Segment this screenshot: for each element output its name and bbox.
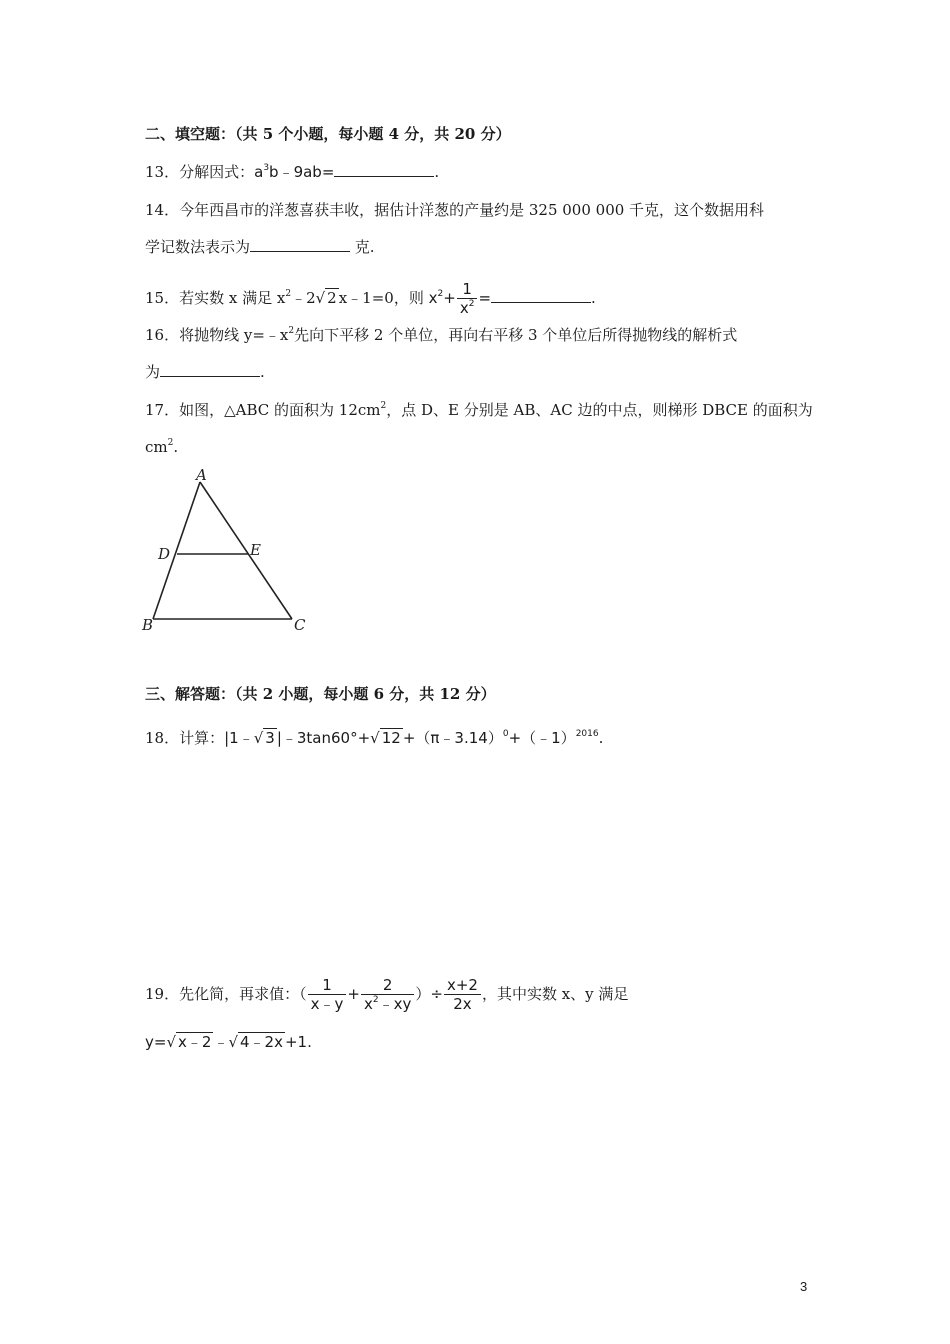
question-16-line1: 16．将抛物线 $y=﹣x^2$先向下平移 2 个单位，再向右平移 3 个单位后所得抛物线的解析式 — [145, 326, 738, 344]
question-number: 18． — [145, 729, 180, 747]
label-c: C — [294, 616, 306, 634]
section-heading-fill-in: 二、填空题：（共 5 个小题，每小题 4 分，共 20 分） — [145, 125, 511, 143]
answer-blank — [250, 237, 350, 252]
label-d: D — [158, 545, 171, 563]
answer-blank — [491, 288, 591, 303]
question-17-line1: 17．如图，△ABC 的面积为 $12cm^2$，点 D、E 分别是 AB、AC 边的中点，则梯形 DBCE 的面积为 — [145, 401, 813, 419]
expression: $x^2+$ $\frac{1}{x^2}$ = — [428, 280, 492, 317]
question-number: 17． — [145, 401, 180, 419]
answer-blank — [334, 162, 434, 177]
page-number: 3 — [800, 1279, 808, 1294]
expression: |1﹣√ 3 |﹣3tan60°+√ 12 +（π﹣3.14）$^0$+（﹣1）$^{2016}$ — [224, 729, 599, 747]
question-14-line2: 学记数法表示为 克. — [145, 238, 375, 256]
sqrt-2: √ 2 — [315, 289, 337, 307]
question-16-line2: 为 . — [145, 363, 265, 381]
label-b: B — [142, 616, 154, 634]
question-15: 15．若实数 x 满足 $x^2﹣2√$ 2 x﹣1=0，则 $x^2+$ $\frac{1}{x^2}$ = . — [145, 280, 596, 317]
expression: （ $\frac{1}{x﹣y}$ + $\frac{2}{x^2﹣xy}$ ）÷ $\frac{x+2}{2x}$ — [299, 985, 482, 1003]
question-number: 14． — [145, 201, 180, 219]
question-13: 13．分解因式：$a^3b﹣9ab=$ . — [145, 163, 440, 181]
question-17-line2: $cm^2$. — [145, 438, 179, 456]
expression: $a^3b﹣9ab=$ — [254, 163, 335, 181]
expression: y=√ x﹣2 ﹣√ 4﹣2x +1. — [145, 1033, 312, 1051]
label-a: A — [196, 468, 207, 484]
question-18: 18．计算：|1﹣√ 3 |﹣3tan60°+√ 12 +（π﹣3.14）$^0$+（﹣1）$^{2016}$. — [145, 729, 604, 747]
answer-blank — [160, 362, 260, 377]
question-19-line2 — [145, 1032, 312, 1052]
question-14-line1 — [145, 200, 764, 220]
side-ac — [200, 482, 292, 619]
question-19-line1: 19．先化简，再求值：（ $\frac{1}{x﹣y}$ + $\frac{2}{x^2﹣xy}$ ）÷ $\frac{x+2}{2x}$ ，其中实数 x、y 满足 — [145, 976, 629, 1013]
question-text: 分解因式： — [179, 163, 255, 181]
fraction: $\frac{1}{x^2}$ — [457, 280, 478, 317]
section-heading-solve: 三、解答题：（共 2 小题，每小题 6 分，共 12 分） — [145, 685, 496, 703]
question-number: 13． — [145, 163, 180, 181]
question-number: 16． — [145, 326, 180, 344]
label-e: E — [250, 541, 261, 559]
question-text: 今年西昌市的洋葱喜获丰收，据估计洋葱的产量约是 325 000 000 千克，这个数据用科 — [179, 201, 765, 219]
question-number: 19． — [145, 985, 180, 1003]
triangle-figure — [140, 468, 320, 638]
question-number: 15． — [145, 289, 180, 307]
